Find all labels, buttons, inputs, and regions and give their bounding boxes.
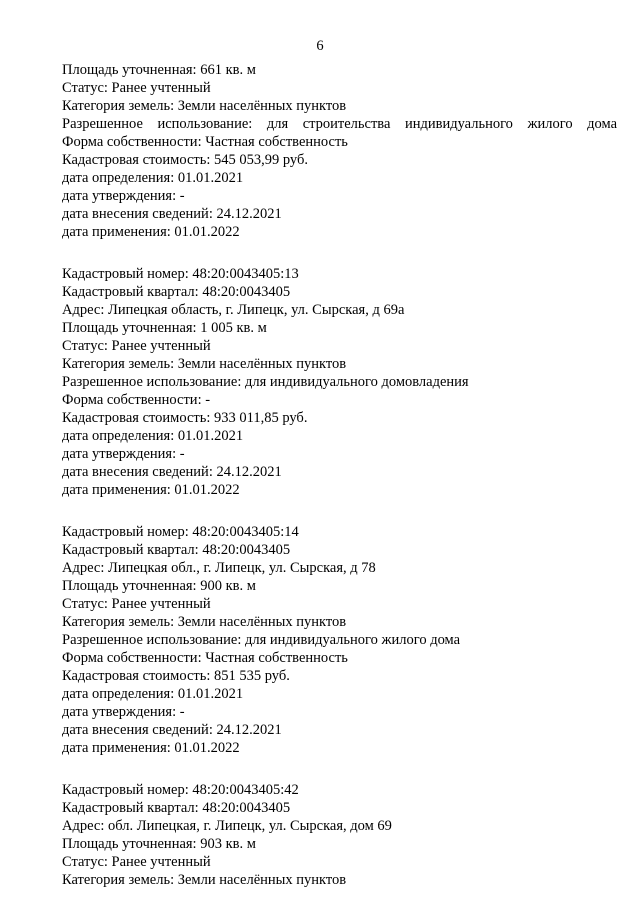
land-plot-record — [62, 781, 617, 889]
cadastral-quarter-line: Кадастровый квартал: 48:20:0043405 — [62, 542, 291, 558]
cadastral-value-line: Кадастровая стоимость: 851 535 руб. — [62, 668, 290, 684]
status-line: Статус: Ранее учтенный — [62, 338, 211, 354]
entry-date-line: дата внесения сведений: 24.12.2021 — [62, 206, 282, 222]
cadastral-quarter-line: Кадастровый квартал: 48:20:0043405 — [62, 800, 291, 816]
approval-date-line: дата утверждения: - — [62, 188, 185, 204]
area-line: Площадь уточненная: 903 кв. м — [62, 836, 256, 852]
page-number: 6 — [316, 38, 324, 54]
determination-date-line: дата определения: 01.01.2021 — [62, 428, 244, 444]
ownership-line: Форма собственности: Частная собственность — [62, 134, 348, 150]
application-date-line: дата применения: 01.01.2022 — [62, 482, 240, 498]
land-plot-record — [62, 61, 617, 241]
cadastral-value-line: Кадастровая стоимость: 933 011,85 руб. — [62, 410, 308, 426]
cadastral-value-line: Кадастровая стоимость: 545 053,99 руб. — [62, 152, 308, 168]
entry-date-line: дата внесения сведений: 24.12.2021 — [62, 722, 282, 738]
address-line: Адрес: Липецкая обл., г. Липецк, ул. Сырская, д 78 — [62, 560, 376, 576]
area-line: Площадь уточненная: 1 005 кв. м — [62, 320, 267, 336]
ownership-line: Форма собственности: Частная собственность — [62, 650, 348, 666]
cadastral-quarter-line: Кадастровый квартал: 48:20:0043405 — [62, 284, 291, 300]
area-line: Площадь уточненная: 661 кв. м — [62, 62, 256, 78]
status-line: Статус: Ранее учтенный — [62, 596, 211, 612]
approval-date-line: дата утверждения: - — [62, 704, 185, 720]
document-body — [62, 61, 617, 889]
approval-date-line: дата утверждения: - — [62, 446, 185, 462]
area-line: Площадь уточненная: 900 кв. м — [62, 578, 256, 594]
ownership-line: Форма собственности: - — [62, 392, 211, 408]
permitted-use-line: Разрешенное использование: для индивидуального жилого дома — [62, 632, 461, 648]
permitted-use-line: Разрешенное использование: для строительства индивидуального жилого дома — [62, 116, 617, 132]
determination-date-line: дата определения: 01.01.2021 — [62, 170, 244, 186]
cadastral-number-line: Кадастровый номер: 48:20:0043405:13 — [62, 266, 299, 282]
land-category-line: Категория земель: Земли населённых пунктов — [62, 614, 347, 630]
land-category-line: Категория земель: Земли населённых пунктов — [62, 356, 347, 372]
cadastral-number-line: Кадастровый номер: 48:20:0043405:42 — [62, 782, 299, 798]
land-plot-record — [62, 523, 617, 757]
application-date-line: дата применения: 01.01.2022 — [62, 224, 240, 240]
cadastral-number-line: Кадастровый номер: 48:20:0043405:14 — [62, 524, 299, 540]
status-line: Статус: Ранее учтенный — [62, 80, 211, 96]
permitted-use-line: Разрешенное использование: для индивидуального домовладения — [62, 374, 469, 390]
determination-date-line: дата определения: 01.01.2021 — [62, 686, 244, 702]
land-category-line: Категория земель: Земли населённых пунктов — [62, 872, 347, 888]
application-date-line: дата применения: 01.01.2022 — [62, 740, 240, 756]
entry-date-line: дата внесения сведений: 24.12.2021 — [62, 464, 282, 480]
land-category-line: Категория земель: Земли населённых пунктов — [62, 98, 347, 114]
address-line: Адрес: обл. Липецкая, г. Липецк, ул. Сырская, дом 69 — [62, 818, 392, 834]
land-plot-record — [62, 265, 617, 499]
status-line: Статус: Ранее учтенный — [62, 854, 211, 870]
address-line: Адрес: Липецкая область, г. Липецк, ул. Сырская, д 69а — [62, 302, 405, 318]
